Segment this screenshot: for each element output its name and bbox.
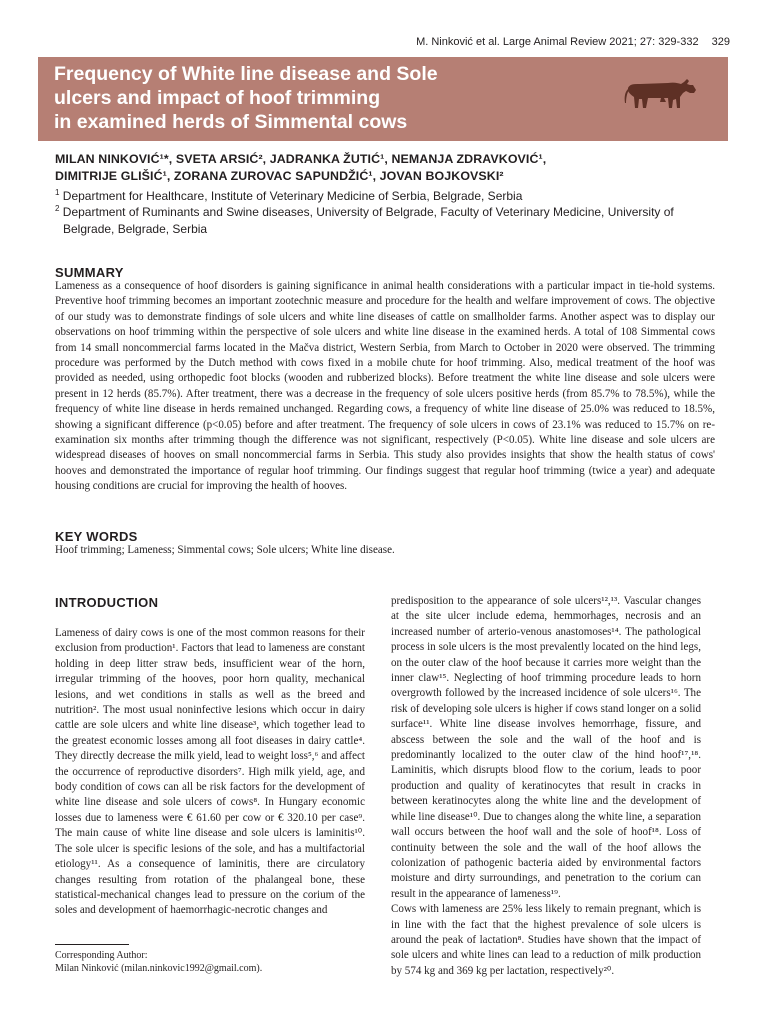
author-list bbox=[55, 151, 715, 184]
running-head bbox=[416, 36, 730, 48]
affiliation-text: Department of Ruminants and Swine diseases, University of Belgrade, Faculty of Veterinary Medicine, University of Belgrade, Belgrade, Serbia bbox=[62, 205, 674, 236]
title-line-3: in examined herds of Simmental cows bbox=[54, 111, 408, 133]
citation: M. Ninković et al. Large Animal Review 2021; 27: 329-332 bbox=[416, 36, 699, 48]
footnote-label: Corresponding Author: bbox=[55, 950, 148, 961]
footnote-divider bbox=[55, 944, 129, 945]
introduction-right-column bbox=[391, 594, 701, 979]
cow-icon bbox=[620, 75, 700, 115]
footnote-text: Milan Ninković (milan.ninkovic1992@gmail.com). bbox=[55, 963, 263, 974]
article-title bbox=[54, 62, 574, 134]
introduction-left-column bbox=[55, 626, 365, 919]
affiliation-text: Department for Healthcare, Institute of Veterinary Medicine of Serbia, Belgrade, Serbia bbox=[62, 189, 523, 203]
affiliation-marker: 2 bbox=[55, 204, 60, 214]
introduction-paragraph: predisposition to the appearance of sole ulcers¹²,¹³. Vascular changes at the site ulcer include edema, hemmorhages, necrosis and an increased number of arterio-venous anastomoses¹⁴. The pathological process in sole ulcers is the most prevalently located on the hind legs, on the outer claw of the hoof because it carries more weight than the inner claw¹⁵. Neglecting of hoof trimming procedure leads to horn overgrowth followed by the increased incidence of sole ulcers¹⁶. The risk of developing sole ulcers is higher if cows stand longer on a solid surface¹¹. White line disease involves hemorrhage, fissure, and abscess between the sole and the wall of the hoof and is predominantly localized to the outer claw of the hind hoof¹⁷,¹⁸. Laminitis, which disrupts blood flow to the corium, leads to poor production and quality of keratinocytes that result in cracks in between keratinocytes along the white line and the development of while line disease¹⁰. Due to changes along the white line, a separation wall occurs between the hoof wall and the sole of hoof¹⁸. Loss of continuity between the sole and the wall of the hoof allows the colonization of pathogenic bacteria aided by environmental factors moisture and dirty surroundings, and penetration to the corium can result in the appearance of lameness¹⁹. bbox=[391, 595, 701, 900]
affiliation-1 bbox=[55, 188, 715, 204]
title-banner bbox=[38, 57, 728, 141]
keywords-heading: KEY WORDS bbox=[55, 529, 138, 544]
title-line-2: ulcers and impact of hoof trimming bbox=[54, 87, 381, 109]
summary-heading: SUMMARY bbox=[55, 265, 124, 280]
affiliations bbox=[55, 188, 715, 237]
introduction-heading: INTRODUCTION bbox=[55, 595, 159, 610]
introduction-paragraph: Lameness of dairy cows is one of the most common reasons for their exclusion from production¹. Factors that lead to lameness are constant holding in deep litter straw beds, insufficient wear of the horn, irregular trimming of the hooves, poor horn quality, mechanical lesions, and wet conditions in stalls as well as the breed and nutrition². The most usual noninfective lesions which occur in dairy cattle are sole ulcers and white line disease³, which together lead to the greatest economic losses among all foot diseases in dairy cattle⁴. They directly decrease the milk yield, lead to weight loss⁵,⁶ and affect the occurrence of reproductive disorders⁷. High milk yield, age, and body condition of cows can all be risk factors for the development of white line disease and sole ulcers of cows⁸. In Hungary economic losses due to lameness were € 61.60 per cow or € 320.10 per case⁹. The main cause of white line disease and sole ulcers is laminitis¹⁰. The sole ulcer is specific lesions of the sole, and has a multifactorial etiology¹¹. As a consequence of laminitis, there are circulatory changes resulting from rotation of the phalangeal bone, these statistical-mechanical changes lead to pressure on the corium of the soles and development of haemorrhagic-necrotic changes and bbox=[55, 627, 365, 917]
keywords-text: Hoof trimming; Lameness; Simmental cows; Sole ulcers; White line disease. bbox=[55, 544, 395, 556]
summary-text: Lameness as a consequence of hoof disorders is gaining significance in animal health considerations with a particular impact in tie-hold systems. Preventive hoof trimming becomes an important zootechnic measure and procedure for the health and welfare improvement of cows. The objective of our study was to demonstrate findings of sole ulcers and white line diseases of cattle on smallholder farms. Another aspect was to display our observations on hoof trimming within the perspective of sole ulcers and white line disease in the examined herds. A total of 108 Simmental cows from 14 small noncommercial farms located in the Mačva district, Western Serbia, from March to October in 2020 were observed. The trimming procedure was performed by the Dutch method with cows fixed in a mobile chute for hoof trimming. Also, medical treatment of the hoof was provided as needed, using orthopedic foot blocks (wooden and rubberized blocks). Before treatment the white line disease and sole ulcers were present in 12 herds (85.7%). After treatment, there was a decrease in the frequency of sole ulcers positive herds (from 85.7% to 78.5%), while the frequency of white line disease in herds remained unchanged. Regarding cows, a frequency of white line disease of 25.0% was reduced to 18.5%, showing a significant difference (p<0.05) before and after treatment. The frequency of sole ulcers in cows of 23.1% was reduced to 15.7% on re-examination six months after trimming though the difference was not significant, respectively (P<0.05). White line disease and sole ulcers are widespread diseases of hooves on small noncommercial farms in Serbia. This study also provides insights that show the health status of cows' hooves and demonstrated the importance of regular hoof trimming. Our findings suggest that regular hoof trimming (twice a year) and adequate housing conditions are crucial for improving the health of hooves. bbox=[55, 280, 715, 493]
page-number: 329 bbox=[711, 36, 730, 48]
corresponding-author-footnote bbox=[55, 949, 375, 975]
author-line-2: DIMITRIJE GLIŠIĆ¹, ZORANA ZUROVAC SAPUNDŽIĆ¹, JOVAN BOJKOVSKI² bbox=[55, 168, 504, 183]
affiliation-marker: 1 bbox=[55, 188, 60, 197]
introduction-paragraph: Cows with lameness are 25% less likely to remain pregnant, which is in line with the fact that the highest prevalence of sole ulcers is around the peak of lactation⁸. Studies have shown that the impact of sole ulcers and white lines can lead to a reduction of milk production by 574 kg and 369 kg per lactation, respectively²⁰. bbox=[391, 903, 701, 977]
author-line-1: MILAN NINKOVIĆ¹*, SVETA ARSIĆ², JADRANKA ŽUTIĆ¹, NEMANJA ZDRAVKOVIĆ¹, bbox=[55, 152, 547, 166]
affiliation-2 bbox=[55, 204, 715, 237]
title-line-1: Frequency of White line disease and Sole bbox=[54, 63, 438, 85]
